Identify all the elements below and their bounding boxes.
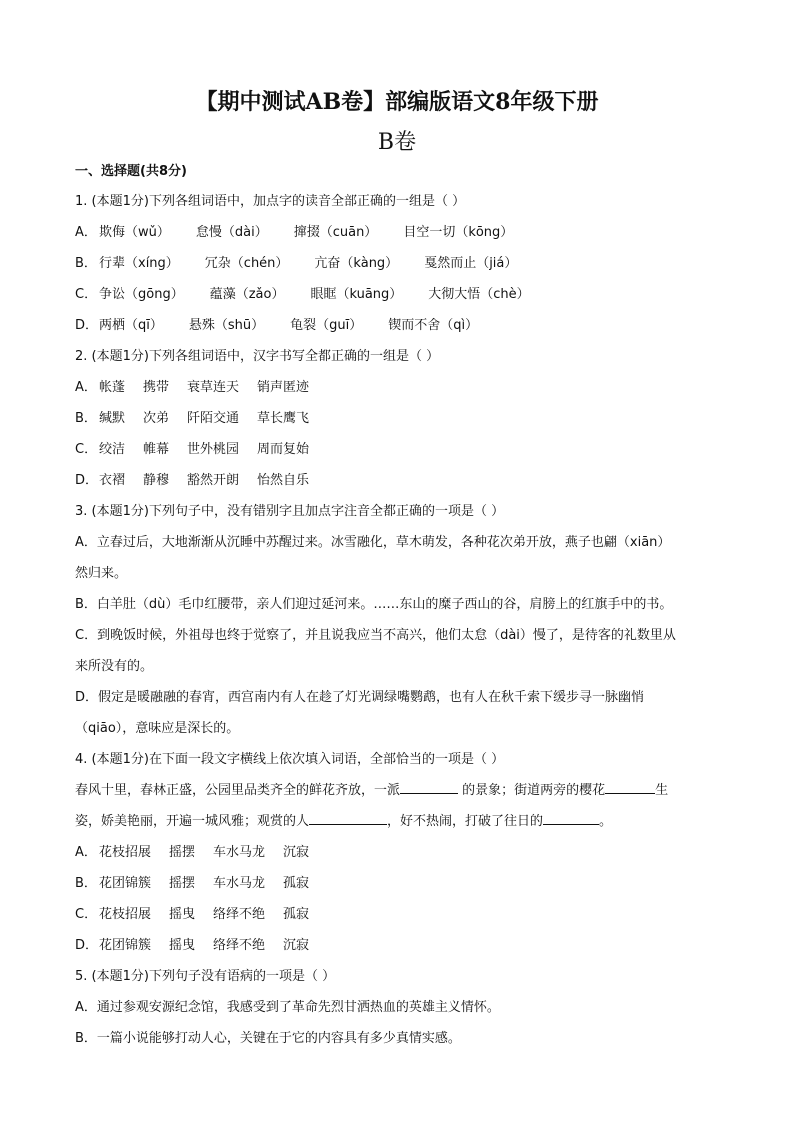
q2-stem: 2. (本题1分)下列各组词语中，汉字书写全都正确的一组是（ ） <box>75 349 440 364</box>
page-subtitle: B卷 <box>377 130 417 155</box>
option-label: B． <box>75 411 97 426</box>
option-item: 绞洁 <box>99 442 126 457</box>
q3-option-c-line1: C．到晚饭时候，外祖母也终于觉察了，并且说我应当不高兴，他们太怠（dài）慢了，是待客的礼数里从 <box>75 628 676 643</box>
option-label: A． <box>75 845 97 860</box>
option-item: 目空一切（kōng） <box>403 225 514 240</box>
option-item: 行辈（xíng） <box>99 256 179 271</box>
option-item: 衣褶 <box>99 473 126 488</box>
option-item: 周而复始 <box>257 442 310 457</box>
option-item: 帐蓬 <box>99 380 126 395</box>
q5-option-b: B．一篇小说能够打动人心，关键在于它的内容具有多少真情实感。 <box>75 1031 461 1046</box>
option-label: A． <box>75 225 97 240</box>
q4-option-c <box>75 899 725 930</box>
option-item: 眼眶（kuāng） <box>310 287 403 302</box>
passage-text: 。 <box>599 814 613 829</box>
option-item: 摇曳 <box>169 938 196 953</box>
q1-option-a <box>75 217 725 248</box>
option-label: B． <box>75 876 97 891</box>
q3-option-c-line2: 来所没有的。 <box>75 659 154 674</box>
q1-option-b <box>75 248 725 279</box>
q2-option-d <box>75 465 725 496</box>
option-item: 帷幕 <box>143 442 170 457</box>
option-label: D． <box>75 473 99 488</box>
q4-option-a <box>75 837 725 868</box>
q4-option-d <box>75 930 725 961</box>
option-label: D． <box>75 318 99 333</box>
q2-option-b <box>75 403 725 434</box>
option-item: 蕴藻（zǎo） <box>209 287 285 302</box>
option-item: 缄默 <box>99 411 126 426</box>
answer-blank[interactable] <box>543 810 599 825</box>
answer-blank[interactable] <box>309 810 387 825</box>
option-item: 怠慢（dài） <box>195 225 268 240</box>
q4-passage-line2 <box>75 806 725 837</box>
option-item: 花枝招展 <box>99 845 152 860</box>
option-item: 络绎不绝 <box>213 938 266 953</box>
option-label: B． <box>75 256 97 271</box>
option-item: 龟裂（guī） <box>290 318 363 333</box>
answer-blank[interactable] <box>400 779 458 794</box>
option-label: A． <box>75 380 97 395</box>
option-label: C． <box>75 907 98 922</box>
option-item: 携带 <box>143 380 170 395</box>
q3-option-a-line1: A．立春过后，大地渐渐从沉睡中苏醒过来。冰雪融化，草木萌发，各种花次弟开放，燕子也翩（xiān） <box>75 535 671 550</box>
option-item: 亢奋（kàng） <box>314 256 399 271</box>
q3-option-b: B．白羊肚（dù）毛巾红腰带，亲人们迎过延河来。……东山的糜子西山的谷，肩膀上的红旗手中的书。 <box>75 597 673 612</box>
q5-stem: 5. (本题1分)下列句子没有语病的一项是（ ） <box>75 969 336 984</box>
answer-blank[interactable] <box>605 779 655 794</box>
q4-passage-line1 <box>75 775 725 806</box>
passage-text: 的景象；街道两旁的樱花 <box>462 783 606 798</box>
option-label: C． <box>75 442 98 457</box>
option-item: 豁然开朗 <box>187 473 240 488</box>
option-item: 两栖（qī） <box>99 318 163 333</box>
option-item: 花团锦簇 <box>99 938 152 953</box>
q4-option-b <box>75 868 725 899</box>
option-item: 车水马龙 <box>213 845 266 860</box>
passage-text: 春风十里，春林正盛，公园里品类齐全的鲜花齐放，一派 <box>75 783 401 798</box>
q1-option-d <box>75 310 725 341</box>
q5-option-a: A．通过参观安源纪念馆，我感受到了革命先烈甘洒热血的英雄主义情怀。 <box>75 1000 500 1015</box>
option-item: 怡然自乐 <box>257 473 310 488</box>
q1-option-c <box>75 279 725 310</box>
passage-text: ，好不热闹，打破了往日的 <box>387 814 544 829</box>
option-item: 欺侮（wǔ） <box>99 225 170 240</box>
option-label: D． <box>75 938 99 953</box>
questions <box>75 186 725 1054</box>
page-title: 【期中测试AB卷】部编版语文8年级下册 <box>195 89 599 115</box>
q3-option-d-line2: （qiāo），意味应是深长的。 <box>75 721 240 736</box>
option-item: 草长鹰飞 <box>257 411 310 426</box>
section-heading: 一、选择题(共8分) <box>75 164 187 179</box>
option-item: 冗杂（chén） <box>204 256 289 271</box>
option-item: 次弟 <box>143 411 170 426</box>
option-item: 静穆 <box>143 473 170 488</box>
option-item: 大彻大悟（chè） <box>428 287 530 302</box>
option-item: 摇摆 <box>169 845 196 860</box>
passage-text: 姿，娇美艳丽，开遍一城风雅；观赏的人 <box>75 814 310 829</box>
option-label: C． <box>75 287 98 302</box>
passage-text: 生 <box>655 783 669 798</box>
option-item: 戛然而止（jiá） <box>424 256 518 271</box>
q2-option-a <box>75 372 725 403</box>
option-item: 络绎不绝 <box>213 907 266 922</box>
option-item: 沉寂 <box>283 845 310 860</box>
option-item: 孤寂 <box>283 876 310 891</box>
option-item: 摇摆 <box>169 876 196 891</box>
q3-option-a-line2: 然归来。 <box>75 566 128 581</box>
option-item: 销声匿迹 <box>257 380 310 395</box>
q3-stem: 3. (本题1分)下列句子中，没有错别字且加点字注音全都正确的一项是（ ） <box>75 504 505 519</box>
option-item: 沉寂 <box>283 938 310 953</box>
option-item: 阡陌交通 <box>187 411 240 426</box>
option-item: 悬殊（shū） <box>188 318 265 333</box>
q2-option-c <box>75 434 725 465</box>
option-item: 花枝招展 <box>99 907 152 922</box>
option-item: 争讼（gōng） <box>99 287 184 302</box>
q3-option-d-line1: D．假定是暖融融的春宵，西宫南内有人在趁了灯光调绿嘴鹦鹉，也有人在秋千索下缓步寻一脉幽悄 <box>75 690 645 705</box>
option-item: 衰草连天 <box>187 380 240 395</box>
q4-stem: 4. (本题1分)在下面一段文字横线上依次填入词语，全部恰当的一项是（ ） <box>75 752 505 767</box>
option-item: 锲而不舍（qì） <box>388 318 479 333</box>
option-item: 世外桃园 <box>187 442 240 457</box>
option-item: 撺掇（cuān） <box>293 225 378 240</box>
option-item: 孤寂 <box>283 907 310 922</box>
q1-stem: 1. (本题1分)下列各组词语中，加点字的读音全部正确的一组是（ ） <box>75 194 466 209</box>
option-item: 摇曳 <box>169 907 196 922</box>
option-item: 花团锦簇 <box>99 876 152 891</box>
option-item: 车水马龙 <box>213 876 266 891</box>
